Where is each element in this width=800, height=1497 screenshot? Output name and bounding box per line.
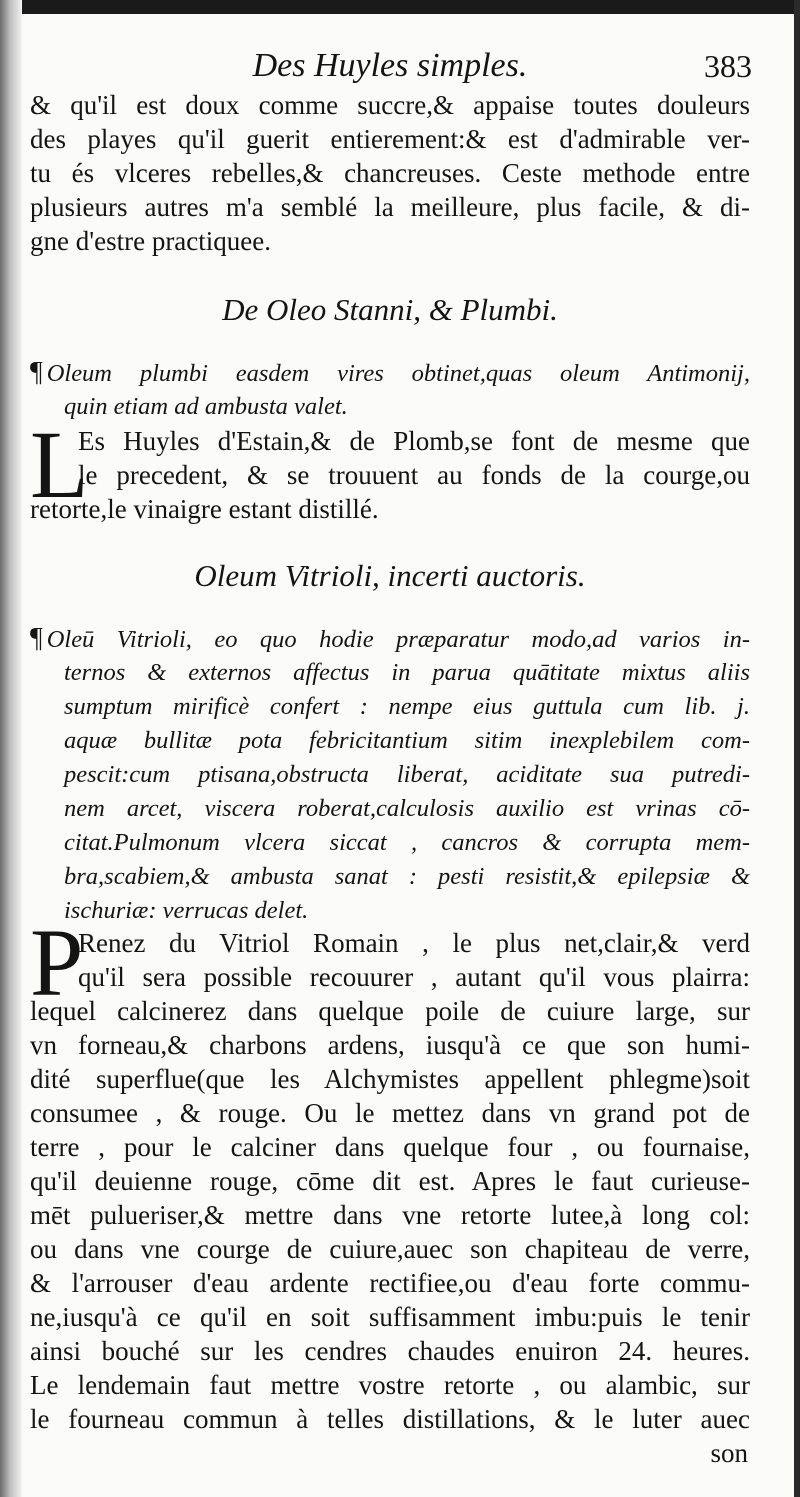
text-line: le fourneau commun à telles distillations, & le luter auec bbox=[30, 1404, 750, 1434]
text-line: ne,iusqu'à ce qu'il en soit suffisamment imbu:puis le tenir bbox=[30, 1302, 750, 1332]
page-top-shadow bbox=[0, 0, 800, 14]
text-line: ou dans vne courge de cuiure,auec son chapiteau de verre, bbox=[30, 1234, 750, 1264]
text-line: qu'il sera possible recouurer , autant qu'il vous plairra: bbox=[78, 962, 750, 992]
section-heading: Oleum Vitrioli, incerti auctoris. bbox=[194, 558, 586, 593]
running-head-title: Des Huyles simples. bbox=[252, 47, 528, 84]
latin-text: Oleū Vitrioli, eo quo hodie præparatur modo,ad varios in- bbox=[46, 626, 750, 653]
text-line: gne d'estre practiquee. bbox=[30, 226, 271, 256]
text-line: Le lendemain faut mettre vostre retorte , ou alambic, sur bbox=[30, 1370, 750, 1400]
text-line: dité superflue(que les Alchymistes appellent phlegme)soit bbox=[30, 1064, 750, 1094]
section-heading: De Oleo Stanni, & Plumbi. bbox=[222, 292, 558, 327]
latin-text: Oleum plumbi easdem vires obtinet,quas oleum Antimonij, bbox=[46, 360, 750, 387]
page-number: 383 bbox=[704, 48, 752, 84]
latin-line bbox=[30, 356, 750, 391]
text-line: ainsi bouché sur les cendres chaudes enuiron 24. heures. bbox=[30, 1336, 750, 1366]
drop-capital: L bbox=[30, 411, 89, 518]
text-line: Renez du Vitriol Romain , le plus net,clair,& verd bbox=[78, 928, 750, 958]
catchword: son bbox=[710, 1438, 748, 1468]
text-line: tu és vlceres rebelles,& chancreuses. Ceste methode entre bbox=[30, 158, 750, 188]
text-line: & l'arrouser d'eau ardente rectifiee,ou d'eau forte commu- bbox=[30, 1268, 750, 1298]
text-line: consumee , & rouge. Ou le mettez dans vn grand pot de bbox=[30, 1098, 750, 1128]
latin-line: citat.Pulmonum vlcera siccat , cancros & corrupta mem- bbox=[64, 829, 750, 856]
latin-line: ternos & externos affectus in parua quātitate mixtus aliis bbox=[64, 659, 750, 686]
text-line: terre , pour le calciner dans quelque four , ou fournaise, bbox=[30, 1132, 750, 1162]
page-gutter-shadow bbox=[0, 0, 22, 1497]
latin-line bbox=[30, 622, 750, 657]
text-line: qu'il deuienne rouge, cōme dit est. Apres le faut curieuse- bbox=[30, 1166, 750, 1196]
text-line: des playes qu'il guerit entierement:& est d'admirable ver- bbox=[30, 124, 750, 154]
latin-line: sumptum mirificè confert : nempe eius guttula cum lib. j. bbox=[64, 693, 750, 720]
latin-line: pescit:cum ptisana,obstructa liberat, aciditate sua putredi- bbox=[64, 761, 750, 788]
pilcrow-mark: ¶ bbox=[30, 623, 43, 654]
latin-line: bra,scabiem,& ambusta sanat : pesti resistit,& epilepsiæ & bbox=[64, 863, 750, 890]
latin-line: quin etiam ad ambusta valet. bbox=[64, 393, 348, 420]
text-line: Es Huyles d'Estain,& de Plomb,se font de mesme que bbox=[78, 426, 750, 456]
text-line: & qu'il est doux comme succre,& appaise toutes douleurs bbox=[30, 90, 750, 120]
page-right-edge bbox=[794, 0, 800, 1497]
running-head bbox=[30, 44, 750, 88]
text-line: lequel calcinerez dans quelque poile de cuiure large, sur bbox=[30, 996, 750, 1026]
text-line: retorte,le vinaigre estant distillé. bbox=[30, 494, 379, 524]
latin-line: nem arcet, viscera roberat,calculosis auxilio est vrinas cō- bbox=[64, 795, 750, 822]
text-line: vn forneau,& charbons ardens, iusqu'à ce que son humi- bbox=[30, 1030, 750, 1060]
latin-line: ischuriæ: verrucas delet. bbox=[64, 897, 309, 924]
text-line: le precedent, & se trouuent au fonds de la courge,ou bbox=[78, 460, 750, 490]
text-line: mēt pulueriser,& mettre dans vne retorte lutee,à long col: bbox=[30, 1200, 750, 1230]
text-line: plusieurs autres m'a semblé la meilleure, plus facile, & di- bbox=[30, 192, 750, 222]
latin-line: aquæ bullitæ pota febricitantium sitim inexplebilem com- bbox=[64, 727, 750, 754]
drop-capital: P bbox=[30, 909, 84, 1016]
pilcrow-mark: ¶ bbox=[30, 357, 43, 388]
